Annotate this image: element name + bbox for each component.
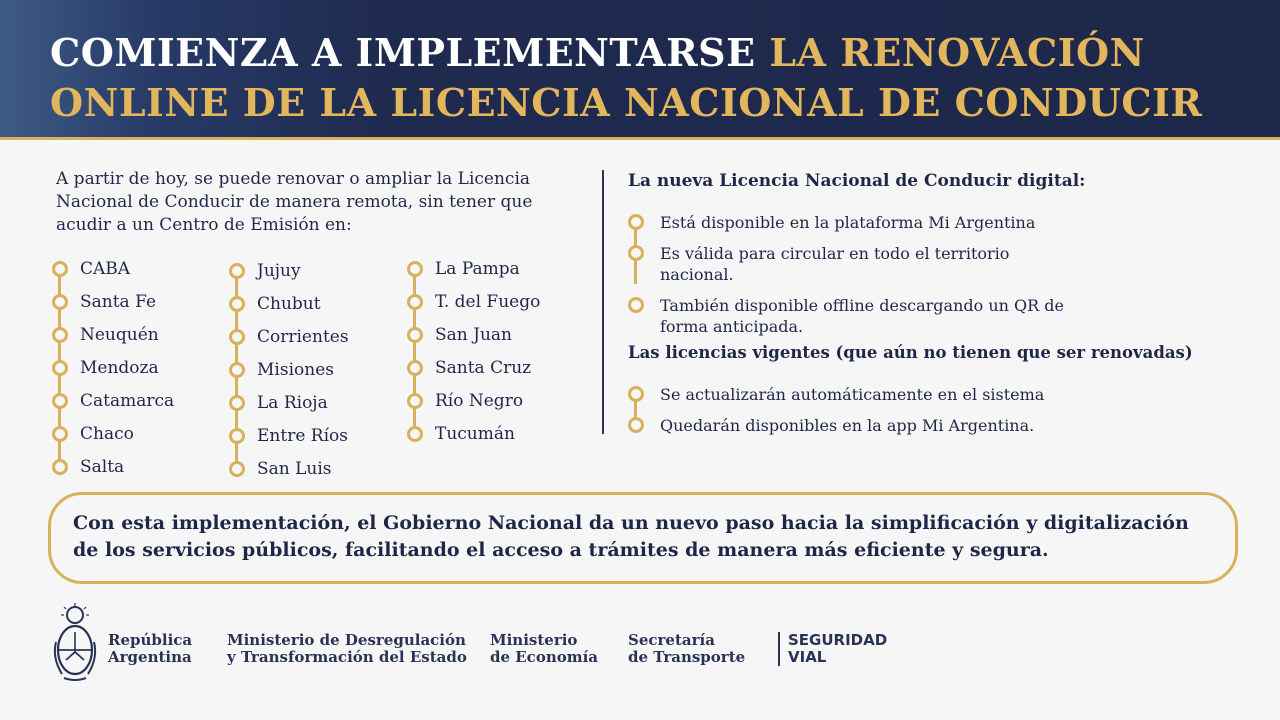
list-item: Misiones bbox=[229, 359, 349, 392]
list-item: Mendoza bbox=[52, 357, 174, 390]
bullet-circle-icon bbox=[229, 263, 245, 279]
province-column-2 bbox=[229, 260, 349, 491]
header-banner bbox=[0, 0, 1280, 140]
digital-list bbox=[628, 212, 1088, 347]
republica-argentina-logo: República Argentina bbox=[108, 631, 193, 666]
bullet-circle-icon bbox=[52, 393, 68, 409]
list-item: Se actualizarán automáticamente en el sistema bbox=[628, 384, 1188, 405]
list-item: También disponible offline descargando un QR de forma anticipada. bbox=[628, 295, 1088, 337]
list-item: CABA bbox=[52, 258, 174, 291]
bullet-circle-icon bbox=[52, 261, 68, 277]
list-item: Chubut bbox=[229, 293, 349, 326]
ministerio-economia-logo: Ministerio de Economía bbox=[490, 631, 599, 666]
bullet-circle-icon bbox=[407, 393, 423, 409]
bullet-circle-icon bbox=[229, 296, 245, 312]
list-item: Corrientes bbox=[229, 326, 349, 359]
bullet-circle-icon bbox=[628, 214, 644, 230]
list-item: Neuquén bbox=[52, 324, 174, 357]
bullet-circle-icon bbox=[407, 294, 423, 310]
list-item: Salta bbox=[52, 456, 174, 489]
province-list-1 bbox=[52, 258, 174, 489]
bullet-circle-icon bbox=[628, 386, 644, 402]
list-item: Santa Fe bbox=[52, 291, 174, 324]
title-white: COMIENZA A IMPLEMENTARSE bbox=[50, 30, 770, 75]
list-item: Tucumán bbox=[407, 423, 540, 456]
bullet-circle-icon bbox=[229, 362, 245, 378]
province-column-3 bbox=[407, 258, 540, 456]
bullet-circle-icon bbox=[628, 417, 644, 433]
title-gold: LA RENOVACIÓN ONLINE DE LA LICENCIA NACIONAL DE CONDUCIR bbox=[50, 30, 1203, 125]
page-title bbox=[50, 28, 1250, 128]
bullet-circle-icon bbox=[628, 297, 644, 313]
bullet-circle-icon bbox=[407, 360, 423, 376]
seguridad-vial-logo: SEGURIDAD VIAL bbox=[778, 632, 887, 666]
bullet-circle-icon bbox=[628, 245, 644, 261]
province-column-1 bbox=[52, 258, 174, 489]
callout-box: Con esta implementación, el Gobierno Nacional da un nuevo paso hacia la simplificación y digitalización de los servicios públicos, facilitando el acceso a trámites de manera más eficiente y segura. bbox=[48, 492, 1238, 584]
list-item: T. del Fuego bbox=[407, 291, 540, 324]
current-heading: Las licencias vigentes (que aún no tienen que ser renovadas) bbox=[628, 343, 1193, 362]
bullet-circle-icon bbox=[52, 327, 68, 343]
bullet-circle-icon bbox=[52, 459, 68, 475]
list-item: Chaco bbox=[52, 423, 174, 456]
list-item: San Luis bbox=[229, 458, 349, 491]
province-list-3 bbox=[407, 258, 540, 456]
bullet-circle-icon bbox=[407, 426, 423, 442]
bullet-circle-icon bbox=[229, 461, 245, 477]
list-item: Jujuy bbox=[229, 260, 349, 293]
list-item: Catamarca bbox=[52, 390, 174, 423]
list-item: Está disponible en la plataforma Mi Argentina bbox=[628, 212, 1088, 233]
list-item: La Pampa bbox=[407, 258, 540, 291]
bullet-circle-icon bbox=[229, 329, 245, 345]
bullet-circle-icon bbox=[52, 426, 68, 442]
list-item: Santa Cruz bbox=[407, 357, 540, 390]
list-item: Río Negro bbox=[407, 390, 540, 423]
bullet-circle-icon bbox=[407, 261, 423, 277]
list-item: Es válida para circular en todo el territorio nacional. bbox=[628, 243, 1088, 285]
bullet-circle-icon bbox=[52, 294, 68, 310]
intro-text: A partir de hoy, se puede renovar o ampliar la Licencia Nacional de Conducir de manera remota, sin tener que acudir a un Centro de Emisión en: bbox=[56, 169, 533, 235]
bullet-circle-icon bbox=[229, 395, 245, 411]
list-item: Quedarán disponibles en la app Mi Argentina. bbox=[628, 415, 1188, 436]
column-divider bbox=[602, 170, 604, 434]
ministerio-desregulacion-logo: Ministerio de Desregulación y Transformación del Estado bbox=[227, 631, 467, 666]
list-item: Entre Ríos bbox=[229, 425, 349, 458]
list-item: San Juan bbox=[407, 324, 540, 357]
bullet-circle-icon bbox=[52, 360, 68, 376]
secretaria-transporte-logo: Secretaría de Transporte bbox=[628, 631, 746, 666]
bullet-circle-icon bbox=[229, 428, 245, 444]
digital-heading: La nueva Licencia Nacional de Conducir digital: bbox=[628, 171, 1086, 191]
bullet-circle-icon bbox=[407, 327, 423, 343]
current-list bbox=[628, 384, 1188, 446]
province-list-2 bbox=[229, 260, 349, 491]
list-item: La Rioja bbox=[229, 392, 349, 425]
coat-of-arms-icon bbox=[50, 602, 100, 684]
footer-logos bbox=[0, 600, 1280, 720]
